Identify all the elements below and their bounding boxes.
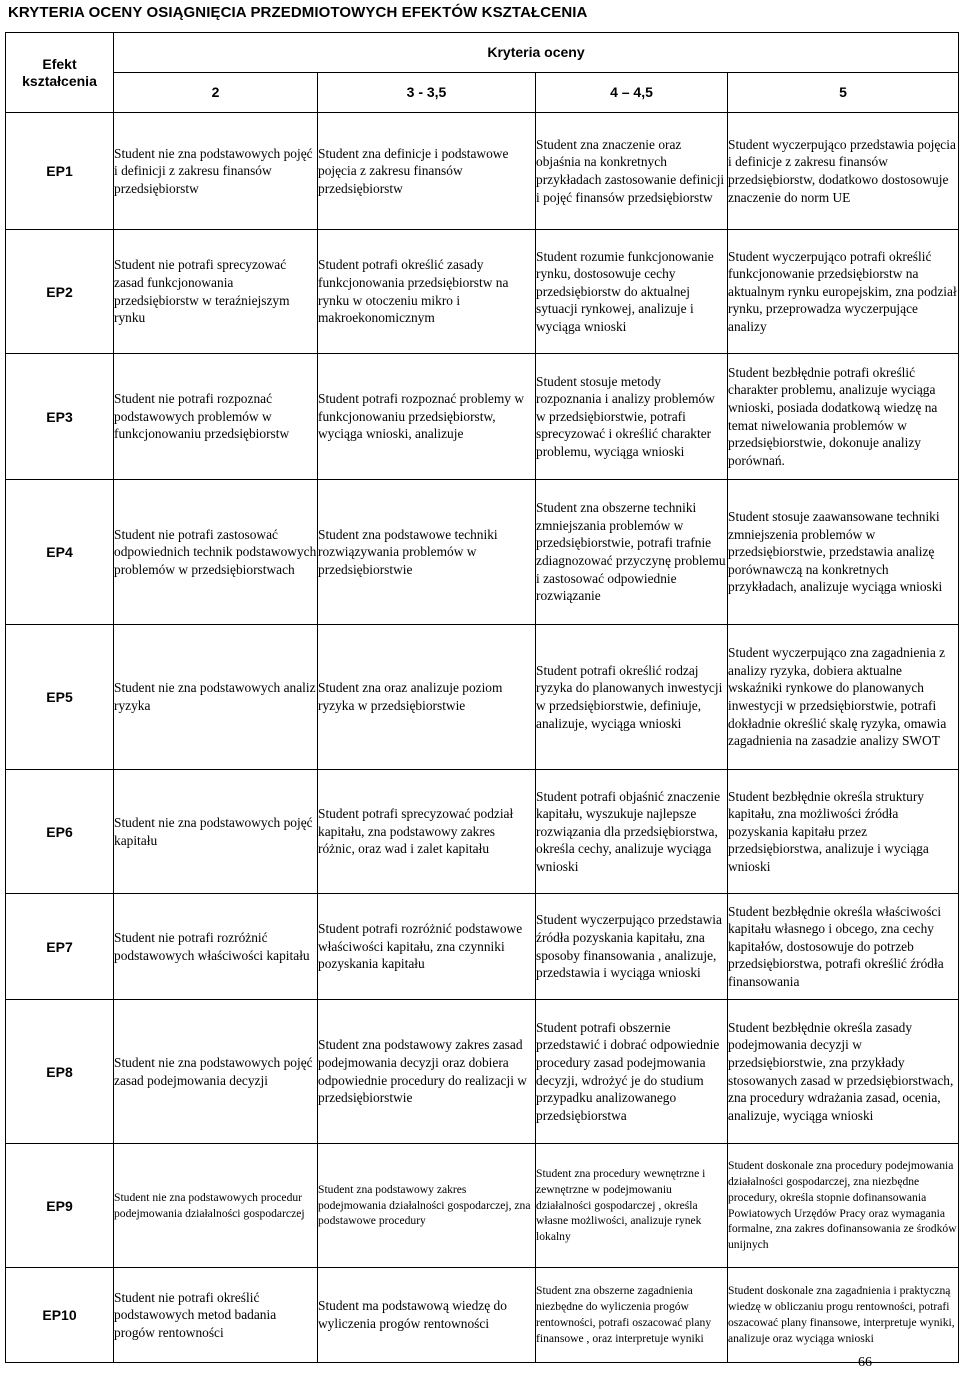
table-row [6,354,959,480]
header-grade-2: 2 [114,73,318,113]
criterion-grade-3: Student zna podstawowe techniki rozwiązywania problemów w przedsiębiorstwie [318,480,536,625]
criterion-grade-5: Student wyczerpująco zna zagadnienia z analizy ryzyka, dobiera aktualne wskaźniki rynkowe do planowanych inwestycji w przedsiębiorstwie, potrafi dokładnie określić skalę ryzyka, omawia zagadnienia na zasadzie analizy SWOT [728,625,959,770]
criterion-grade-3: Student potrafi sprecyzować podział kapitału, zna podstawowy zakres różnic, oraz wad i zalet kapitału [318,770,536,894]
criterion-grade-4: Student zna obszerne zagadnienia niezbędne do wyliczenia progów rentowności, potrafi oszacować plany finansowe , oraz interpretuje wyniki [536,1268,728,1363]
table-row [6,1268,959,1363]
table-row [6,894,959,1000]
effect-code: EP7 [6,894,114,1000]
criterion-grade-4: Student rozumie funkcjonowanie rynku, dostosowuje cechy przedsiębiorstw do aktualnej sytuacji rynkowej, analizuje i wyciąga wnioski [536,230,728,354]
criterion-grade-5: Student bezbłędnie określa zasady podejmowania decyzji w przedsiębiorstwie, zna przykłady stosowanych zasad w przedsiębiorstwach, zna procedury wdrażania zasad, ocenia, analizuje, wyciąga wnioski [728,1000,959,1144]
effect-code: EP5 [6,625,114,770]
criterion-grade-4: Student potrafi obszernie przedstawić i dobrać odpowiednie procedury zasad podejmowania decyzji, wdrożyć je do studium przypadku analizowanego przedsiębiorstwa [536,1000,728,1144]
header-grade-3: 3 - 3,5 [318,73,536,113]
table-row [6,113,959,230]
criteria-table [5,32,959,1363]
criterion-grade-3: Student potrafi rozpoznać problemy w funkcjonowaniu przedsiębiorstw, wyciąga wnioski, analizuje [318,354,536,480]
effect-code: EP6 [6,770,114,894]
criterion-grade-5: Student bezbłędnie określa struktury kapitału, zna możliwości źródła pozyskania kapitału przez przedsiębiorstwa, analizuje i wyciąga wnioski [728,770,959,894]
criterion-grade-3: Student potrafi określić zasady funkcjonowania przedsiębiorstw na rynku w otoczeniu mikro i makroekonomicznym [318,230,536,354]
criterion-grade-2: Student nie potrafi zastosować odpowiednich technik podstawowych problemów w przedsiębiorstwach [114,480,318,625]
criterion-grade-5: Student doskonale zna zagadnienia i praktyczną wiedzę w obliczaniu progu rentowności, potrafi oszacować plany finansowe, interpretuje wyniki, analizuje oraz wyciąga wnioski [728,1268,959,1363]
header-grade-4: 4 – 4,5 [536,73,728,113]
effect-code: EP4 [6,480,114,625]
criterion-grade-4: Student potrafi określić rodzaj ryzyka do planowanych inwestycji w przedsiębiorstwie, definiuje, analizuje, wyciąga wnioski [536,625,728,770]
header-grade-5: 5 [728,73,959,113]
criterion-grade-2: Student nie potrafi sprecyzować zasad funkcjonowania przedsiębiorstw w teraźniejszym rynku [114,230,318,354]
effect-code: EP3 [6,354,114,480]
criterion-grade-3: Student zna podstawowy zakres podejmowania działalności gospodarczej, zna podstawowe procedury [318,1144,536,1268]
criterion-grade-2: Student nie zna podstawowych pojęć kapitału [114,770,318,894]
effect-code: EP2 [6,230,114,354]
criterion-grade-4: Student zna obszerne techniki zmniejszania problemów w przedsiębiorstwie, potrafi trafnie zdiagnozować przyczynę problemu i zastosować odpowiednie rozwiązanie [536,480,728,625]
criterion-grade-5: Student bezbłędnie potrafi określić charakter problemu, analizuje wyciąga wnioski, posiada dodatkową wiedzę na temat niwelowania problemów w przedsiębiorstwie, dokonuje analizy porównań. [728,354,959,480]
criterion-grade-2: Student nie zna podstawowych pojęć i definicji z zakresu finansów przedsiębiorstw [114,113,318,230]
criterion-grade-5: Student doskonale zna procedury podejmowania działalności gospodarczej, zna niezbędne procedury, określa stopnie dofinansowania Powiatowych Urzędów Pracy oraz wymagania formalne, zna zakres dofinansowania ze środków unijnych [728,1144,959,1268]
criterion-grade-4: Student zna procedury wewnętrzne i zewnętrzne w podejmowaniu działalności gospodarczej , określa własne możliwości, analizuje rynek lokalny [536,1144,728,1268]
header-criteria: Kryteria oceny [114,33,959,73]
criterion-grade-2: Student nie potrafi rozróżnić podstawowych właściwości kapitału [114,894,318,1000]
criterion-grade-4: Student stosuje metody rozpoznania i analizy problemów w przedsiębiorstwie, potrafi sprecyzować i określić charakter problemu, wyciąga wnioski [536,354,728,480]
table-row [6,625,959,770]
criterion-grade-3: Student zna podstawowy zakres zasad podejmowania decyzji oraz dobiera odpowiednie procedury do realizacji w przedsiębiorstwie [318,1000,536,1144]
criterion-grade-2: Student nie zna podstawowych procedur podejmowania działalności gospodarczej [114,1144,318,1268]
criterion-grade-2: Student nie zna podstawowych pojęć zasad podejmowania decyzji [114,1000,318,1144]
document-title: KRYTERIA OCENY OSIĄGNIĘCIA PRZEDMIOTOWYCH EFEKTÓW KSZTAŁCENIA [8,4,588,21]
table-row [6,480,959,625]
criterion-grade-2: Student nie potrafi określić podstawowych metod badania progów rentowności [114,1268,318,1363]
table-row [6,1000,959,1144]
criterion-grade-3: Student zna oraz analizuje poziom ryzyka w przedsiębiorstwie [318,625,536,770]
criterion-grade-5: Student bezbłędnie określa właściwości kapitału własnego i obcego, zna cechy kapitałów, dostosowuje do potrzeb przedsiębiorstwa, potrafi określić źródła finansowania [728,894,959,1000]
criterion-grade-3: Student zna definicje i podstawowe pojęcia z zakresu finansów przedsiębiorstw [318,113,536,230]
criterion-grade-4: Student potrafi objaśnić znaczenie kapitału, wyszukuje najlepsze rozwiązania dla przedsiębiorstwa, określa cechy, analizuje wyciąga wnioski [536,770,728,894]
effect-code: EP1 [6,113,114,230]
table-row [6,1144,959,1268]
criterion-grade-2: Student nie zna podstawowych analiz ryzyka [114,625,318,770]
header-row-grades [6,73,959,113]
criterion-grade-5: Student wyczerpująco potrafi określić funkcjonowanie przedsiębiorstw na aktualnym rynku europejskim, zna podział rynku, przeprowadza wyczerpujące analizy [728,230,959,354]
page-number: 66 [858,1355,872,1370]
criterion-grade-5: Student stosuje zaawansowane techniki zmniejszenia problemów w przedsiębiorstwie, przedstawia analizę porównawczą na konkretnych przykładach, analizuje wyciąga wnioski [728,480,959,625]
criterion-grade-3: Student ma podstawową wiedzę do wyliczenia progów rentowności [318,1268,536,1363]
criterion-grade-4: Student zna znaczenie oraz objaśnia na konkretnych przykładach zastosowanie definicji i pojęć finansów przedsiębiorstw [536,113,728,230]
effect-code: EP8 [6,1000,114,1144]
effect-code: EP9 [6,1144,114,1268]
criterion-grade-5: Student wyczerpująco przedstawia pojęcia i definicje z zakresu finansów przedsiębiorstw, dodatkowo dostosowuje znaczenie do norm UE [728,113,959,230]
table-row [6,770,959,894]
criterion-grade-2: Student nie potrafi rozpoznać podstawowych problemów w funkcjonowaniu przedsiębiorstw [114,354,318,480]
criterion-grade-4: Student wyczerpująco przedstawia źródła pozyskania kapitału, zna sposoby finansowania , analizuje, przedstawia i wyciąga wnioski [536,894,728,1000]
table-row [6,230,959,354]
header-effect: Efekt kształcenia [6,33,114,113]
header-row-criteria [6,33,959,73]
effect-code: EP10 [6,1268,114,1363]
criterion-grade-3: Student potrafi rozróżnić podstawowe właściwości kapitału, zna czynniki pozyskania kapitału [318,894,536,1000]
